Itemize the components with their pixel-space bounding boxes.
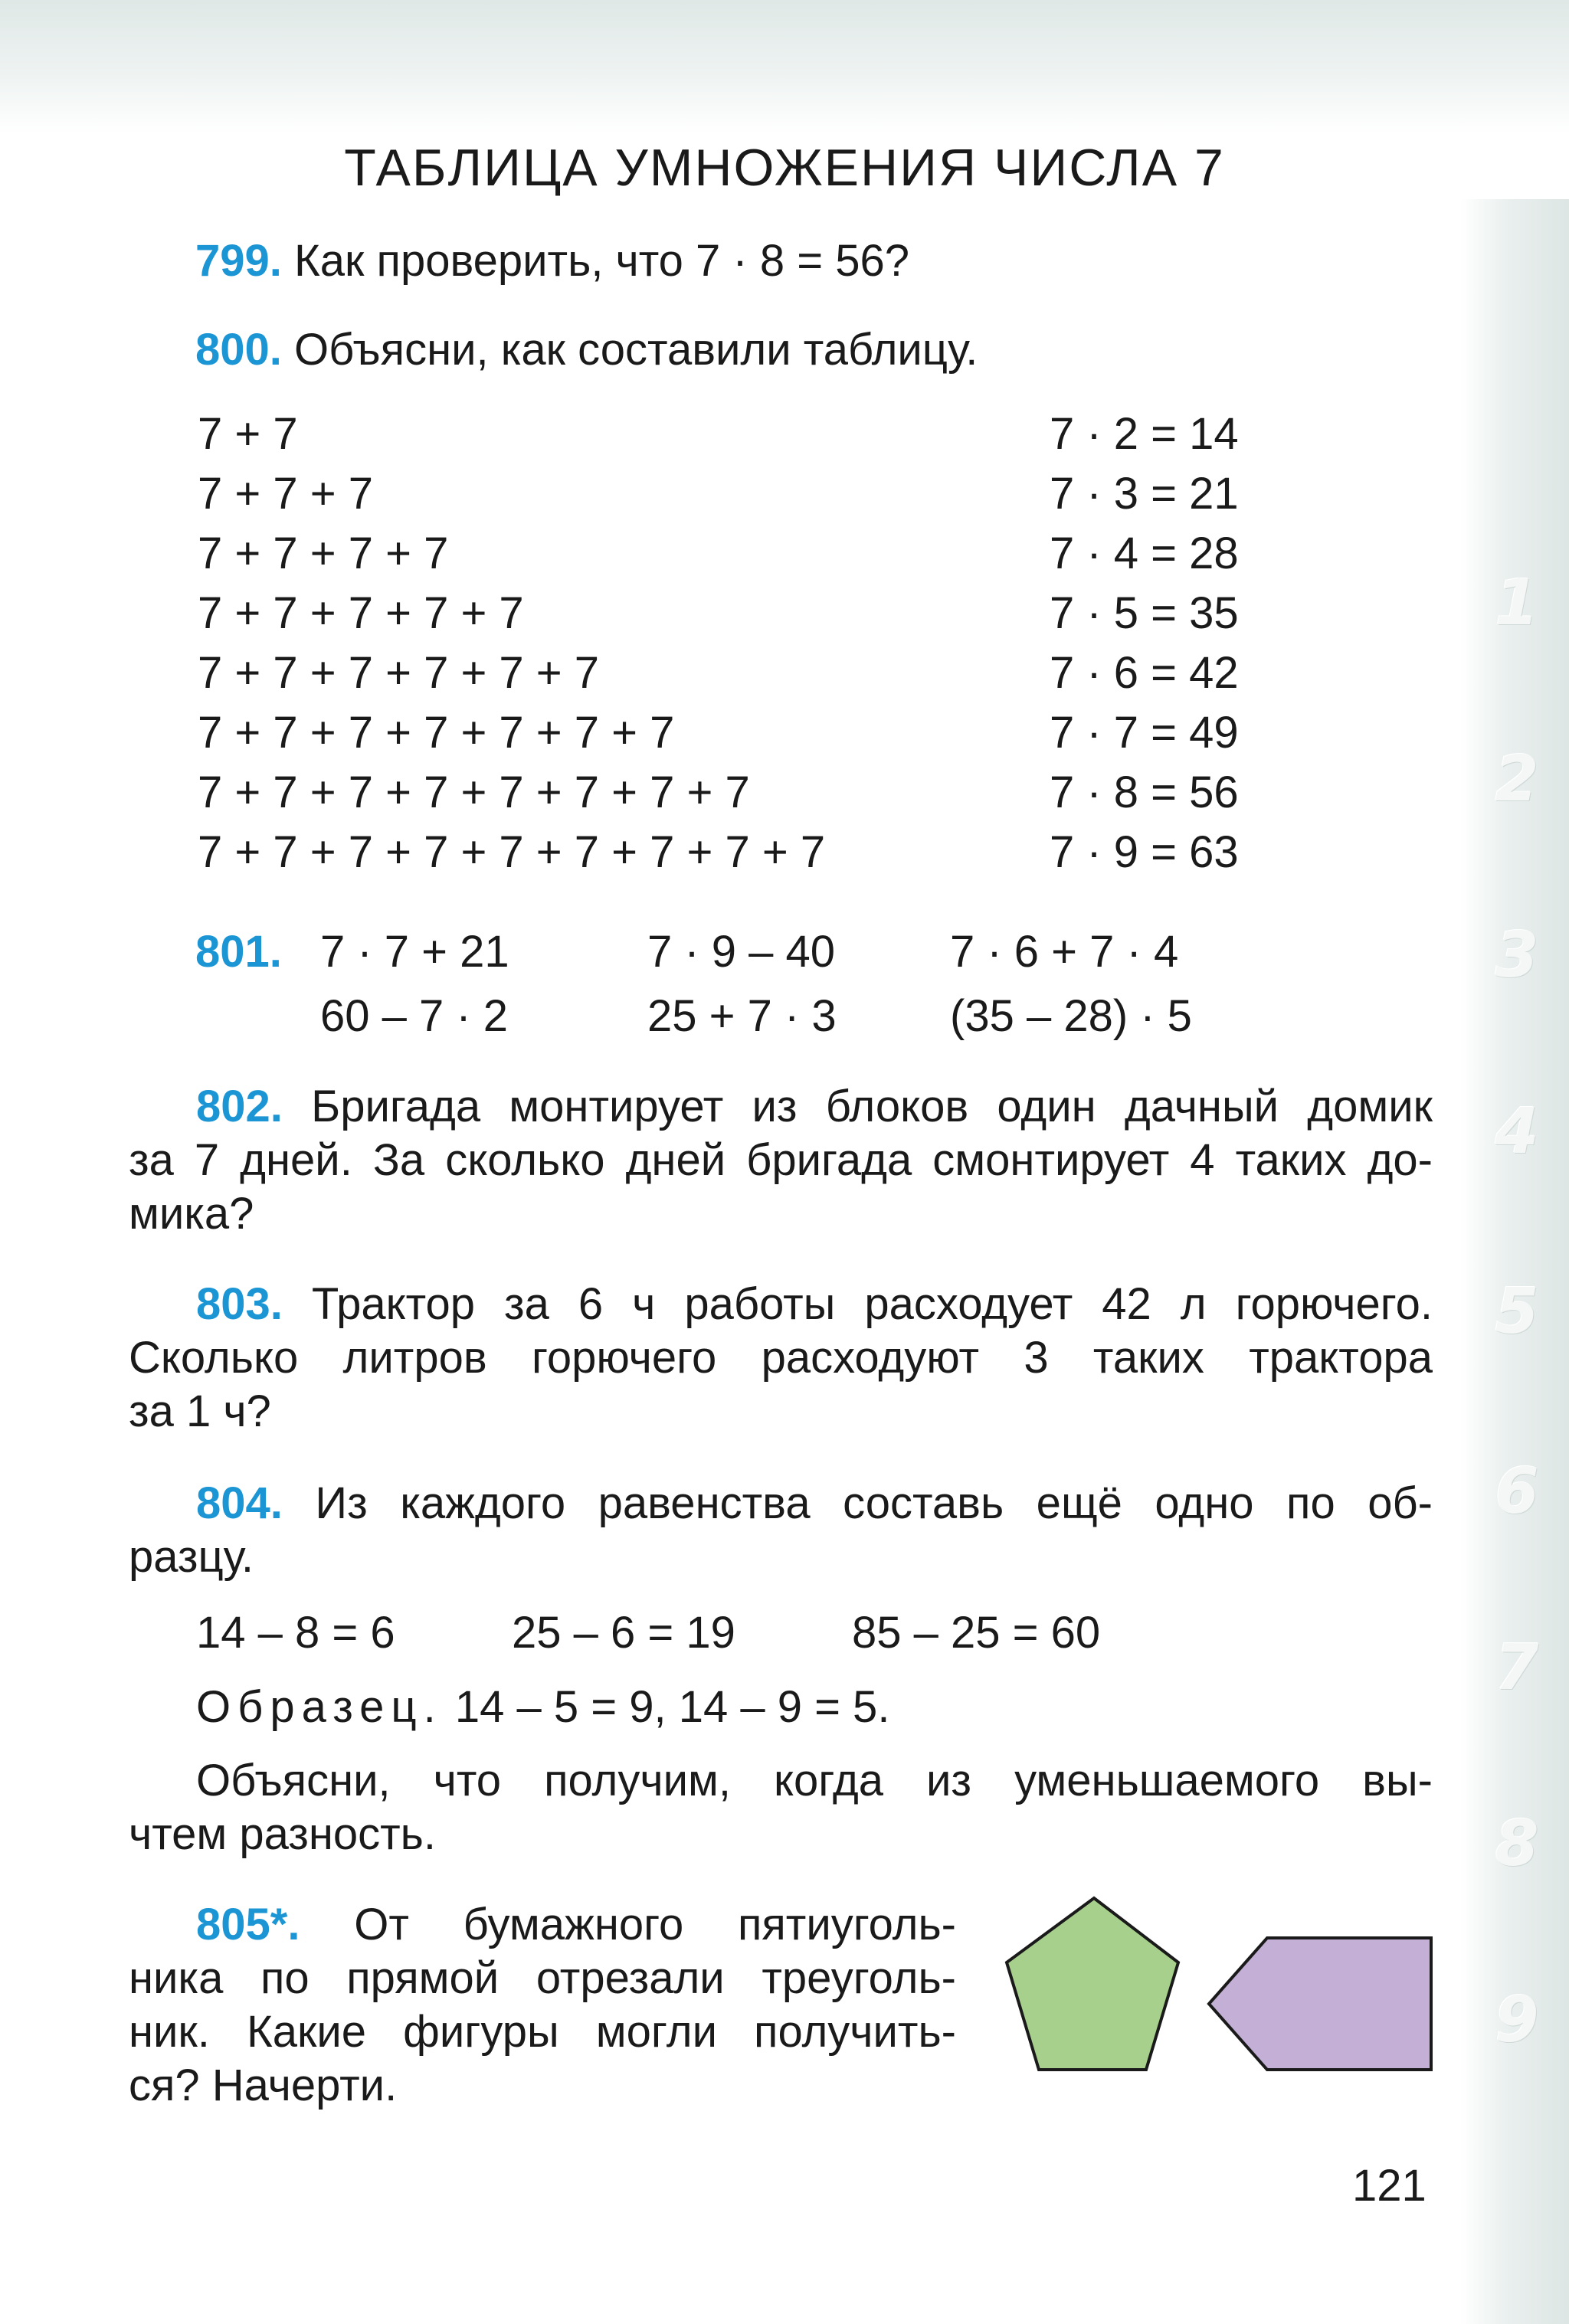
task-line: Сколько литров горючего расходуют 3 таких трактора [129,1333,1433,1383]
task-799 [195,236,909,286]
chapter-tab-2[interactable]: 2 [1495,743,1539,816]
sums-column [198,404,825,882]
chapter-tab-strip [1460,199,1569,2324]
product-row: 7 · 4 = 28 [1050,529,1239,578]
chapter-tab-7[interactable]: 7 [1495,1632,1539,1704]
chapter-tab-8[interactable]: 8 [1495,1808,1539,1880]
task-text: Трактор за 6 ч работы расходует 42 л горючего. [311,1279,1433,1329]
task-803 [129,1278,1433,1439]
task-line: ник. Какие фигуры могли получить- [129,2007,956,2057]
sample-text: 14 – 5 = 9, 14 – 9 = 5. [454,1682,890,1732]
task-802 [129,1080,1433,1241]
task-number: 804. [196,1478,283,1528]
product-row: 7 · 2 = 14 [1050,409,1239,459]
sum-row: 7 + 7 + 7 + 7 + 7 + 7 + 7 + 7 [198,768,750,817]
equality: 14 – 8 = 6 [196,1608,395,1658]
equality: 85 – 25 = 60 [852,1608,1101,1658]
task-number: 799. [195,236,282,286]
products-column [1050,404,1239,882]
expression: 7 · 7 + 21 [320,927,509,977]
sum-row: 7 + 7 + 7 + 7 [198,529,449,578]
task-line: чтем разность. [129,1809,437,1859]
product-row: 7 · 5 = 35 [1050,588,1239,638]
task-804 [129,1477,1433,1584]
task-number: 803. [196,1279,283,1329]
page-title: ТАБЛИЦА УМНОЖЕНИЯ ЧИСЛА 7 [344,139,1225,197]
product-row: 7 · 9 = 63 [1050,827,1239,877]
task-text: От бумажного пятиуголь- [354,1900,956,1949]
task-805 [129,1898,956,2113]
chapter-tab-3[interactable]: 3 [1495,919,1539,992]
task-number: 800. [195,325,282,375]
figures-illustration [996,1892,1440,2091]
sample-line [196,1682,890,1732]
cut-pentagon-figure [1209,1938,1431,2070]
sample-label: Образец. [196,1682,443,1732]
expression: (35 – 28) · 5 [950,991,1192,1041]
task-number: 802. [196,1082,283,1131]
expression: 60 – 7 · 2 [320,991,509,1041]
equality: 25 – 6 = 19 [512,1608,735,1658]
product-row: 7 · 8 = 56 [1050,768,1239,817]
task-line [129,1898,956,1952]
task-text: Объясни, как составили таблицу. [294,325,978,375]
sum-row: 7 + 7 + 7 + 7 + 7 + 7 [198,648,600,698]
task-line: Объясни, что получим, когда из уменьшаемого вы- [196,1756,1433,1805]
chapter-tab-4[interactable]: 4 [1495,1095,1539,1168]
expression: 7 · 6 + 7 · 4 [950,927,1179,977]
sum-row: 7 + 7 + 7 [198,469,373,519]
pentagon-figure [1007,1898,1178,2070]
task-800 [195,325,978,375]
task-text: Как проверить, что 7 · 8 = 56? [294,236,909,286]
task-line: за 1 ч? [129,1386,271,1436]
expression: 7 · 9 – 40 [647,927,836,977]
task-text: Бригада монтирует из блоков один дачный домик [311,1082,1433,1131]
product-row: 7 · 3 = 21 [1050,469,1239,519]
task-text: Из каждого равенства составь ещё одно по об- [315,1478,1433,1528]
task-line: мика? [129,1189,254,1239]
product-row: 7 · 7 = 49 [1050,708,1239,758]
task-line: ника по прямой отрезали треуголь- [129,1953,956,2003]
task-line: ся? Начерти. [129,2061,398,2110]
sum-row: 7 + 7 + 7 + 7 + 7 [198,588,524,638]
sum-row: 7 + 7 [198,409,298,459]
task-804-explain [129,1754,1433,1861]
task-number: 805*. [196,1900,300,1949]
expression: 25 + 7 · 3 [647,991,837,1041]
chapter-tab-6[interactable]: 6 [1495,1455,1539,1528]
sum-row: 7 + 7 + 7 + 7 + 7 + 7 + 7 + 7 + 7 [198,827,826,877]
task-line [129,1080,1433,1134]
chapter-tab-1[interactable]: 1 [1495,567,1539,640]
sum-row: 7 + 7 + 7 + 7 + 7 + 7 + 7 [198,708,675,758]
product-row: 7 · 6 = 42 [1050,648,1239,698]
chapter-tab-5[interactable]: 5 [1495,1275,1539,1348]
page-number: 121 [1352,2161,1427,2211]
chapter-tab-9[interactable]: 9 [1495,1984,1539,2057]
header-band [0,0,1569,134]
task-line [129,1477,1433,1530]
task-number: 801. [195,927,282,977]
task-line: разцу. [129,1532,254,1582]
task-line: за 7 дней. За сколько дней бригада смонтирует 4 таких до- [129,1135,1433,1185]
task-line [129,1278,1433,1331]
